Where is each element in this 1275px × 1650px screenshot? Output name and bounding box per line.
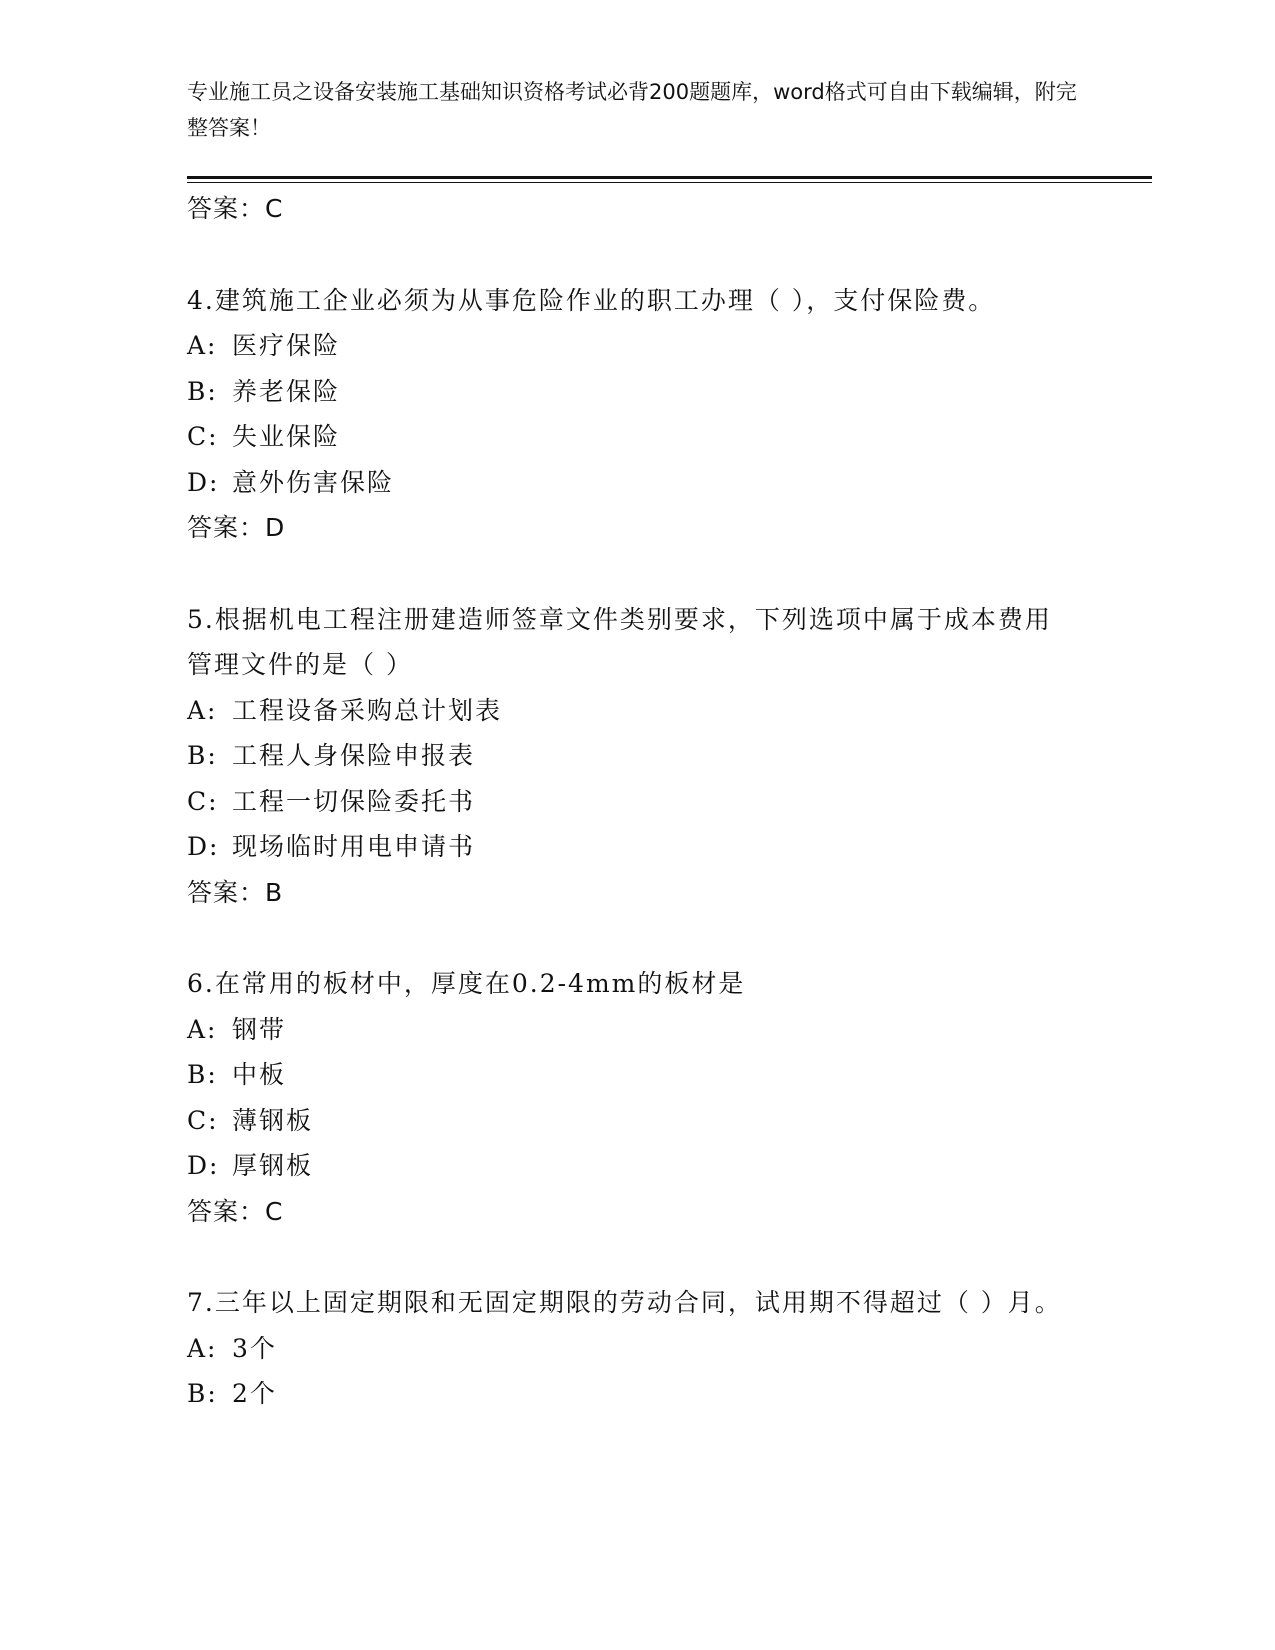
option-line [187, 1007, 1067, 1053]
header-rule-thin [187, 182, 1152, 183]
option-line [187, 1326, 1067, 1372]
option-text: 养老保险 [232, 376, 341, 406]
option-label: B: [187, 1379, 218, 1408]
spacer [187, 915, 1067, 961]
spacer [187, 232, 1067, 278]
option-label: B: [187, 376, 218, 406]
option-text: 2个 [232, 1379, 277, 1408]
question-block [187, 597, 1067, 916]
option-line [187, 688, 1067, 734]
document-body [187, 186, 1067, 1417]
option-line [187, 824, 1067, 870]
option-line [187, 733, 1067, 779]
option-text: 薄钢板 [232, 1105, 314, 1135]
option-label: C: [187, 786, 219, 816]
option-text: 工程设备采购总计划表 [232, 695, 503, 725]
question-block [187, 1280, 1067, 1417]
option-text: 失业保险 [232, 422, 341, 451]
option-text: 3个 [232, 1333, 277, 1363]
option-text: 钢带 [232, 1014, 287, 1044]
option-line [187, 1143, 1067, 1189]
question-stem: 5.根据机电工程注册建造师签章文件类别要求，下列选项中属于成本费用管理文件的是（ ） [187, 604, 1052, 679]
option-text: 工程一切保险委托书 [232, 786, 476, 816]
option-label: A: [187, 1014, 218, 1044]
option-line [187, 779, 1067, 825]
option-line [187, 369, 1067, 415]
option-label: D: [187, 467, 220, 497]
spacer [187, 1234, 1067, 1280]
option-label: B: [187, 741, 218, 770]
question-stem: 7.三年以上固定期限和无固定期限的劳动合同，试用期不得超过（ ）月。 [187, 1288, 1062, 1317]
option-label: D: [187, 1151, 220, 1180]
option-line [187, 323, 1067, 369]
option-line [187, 1052, 1067, 1098]
option-label: D: [187, 832, 220, 861]
option-label: A: [187, 1333, 218, 1363]
option-label: B: [187, 1060, 218, 1089]
option-text: 中板 [232, 1060, 287, 1089]
option-line [187, 1371, 1067, 1417]
answer-line: 答案：D [187, 513, 286, 542]
option-label: C: [187, 422, 219, 451]
option-line [187, 414, 1067, 460]
option-text: 厚钢板 [232, 1151, 314, 1180]
header-title: 专业施工员之设备安装施工基础知识资格考试必背200题题库，word格式可自由下载编辑，附完整答案！ [187, 80, 1077, 140]
option-line [187, 1098, 1067, 1144]
option-line [187, 460, 1067, 506]
document-header [187, 74, 1087, 146]
option-text: 工程人身保险申报表 [232, 741, 476, 770]
answer-line: 答案：B [187, 877, 284, 907]
header-rule-thick [187, 176, 1152, 179]
answer-line: 答案：C [187, 194, 284, 223]
question-stem: 6.在常用的板材中，厚度在0.2-4mm的板材是 [187, 969, 746, 998]
option-text: 意外伤害保险 [232, 467, 395, 497]
option-text: 现场临时用电申请书 [232, 832, 476, 861]
option-text: 医疗保险 [232, 331, 341, 360]
spacer [187, 551, 1067, 597]
question-stem: 4.建筑施工企业必须为从事危险作业的职工办理（ ），支付保险费。 [187, 285, 996, 315]
option-label: A: [187, 695, 218, 725]
answer-line: 答案：C [187, 1196, 284, 1226]
question-block [187, 278, 1067, 551]
option-label: A: [187, 331, 218, 360]
option-label: C: [187, 1105, 219, 1135]
question-block [187, 961, 1067, 1234]
